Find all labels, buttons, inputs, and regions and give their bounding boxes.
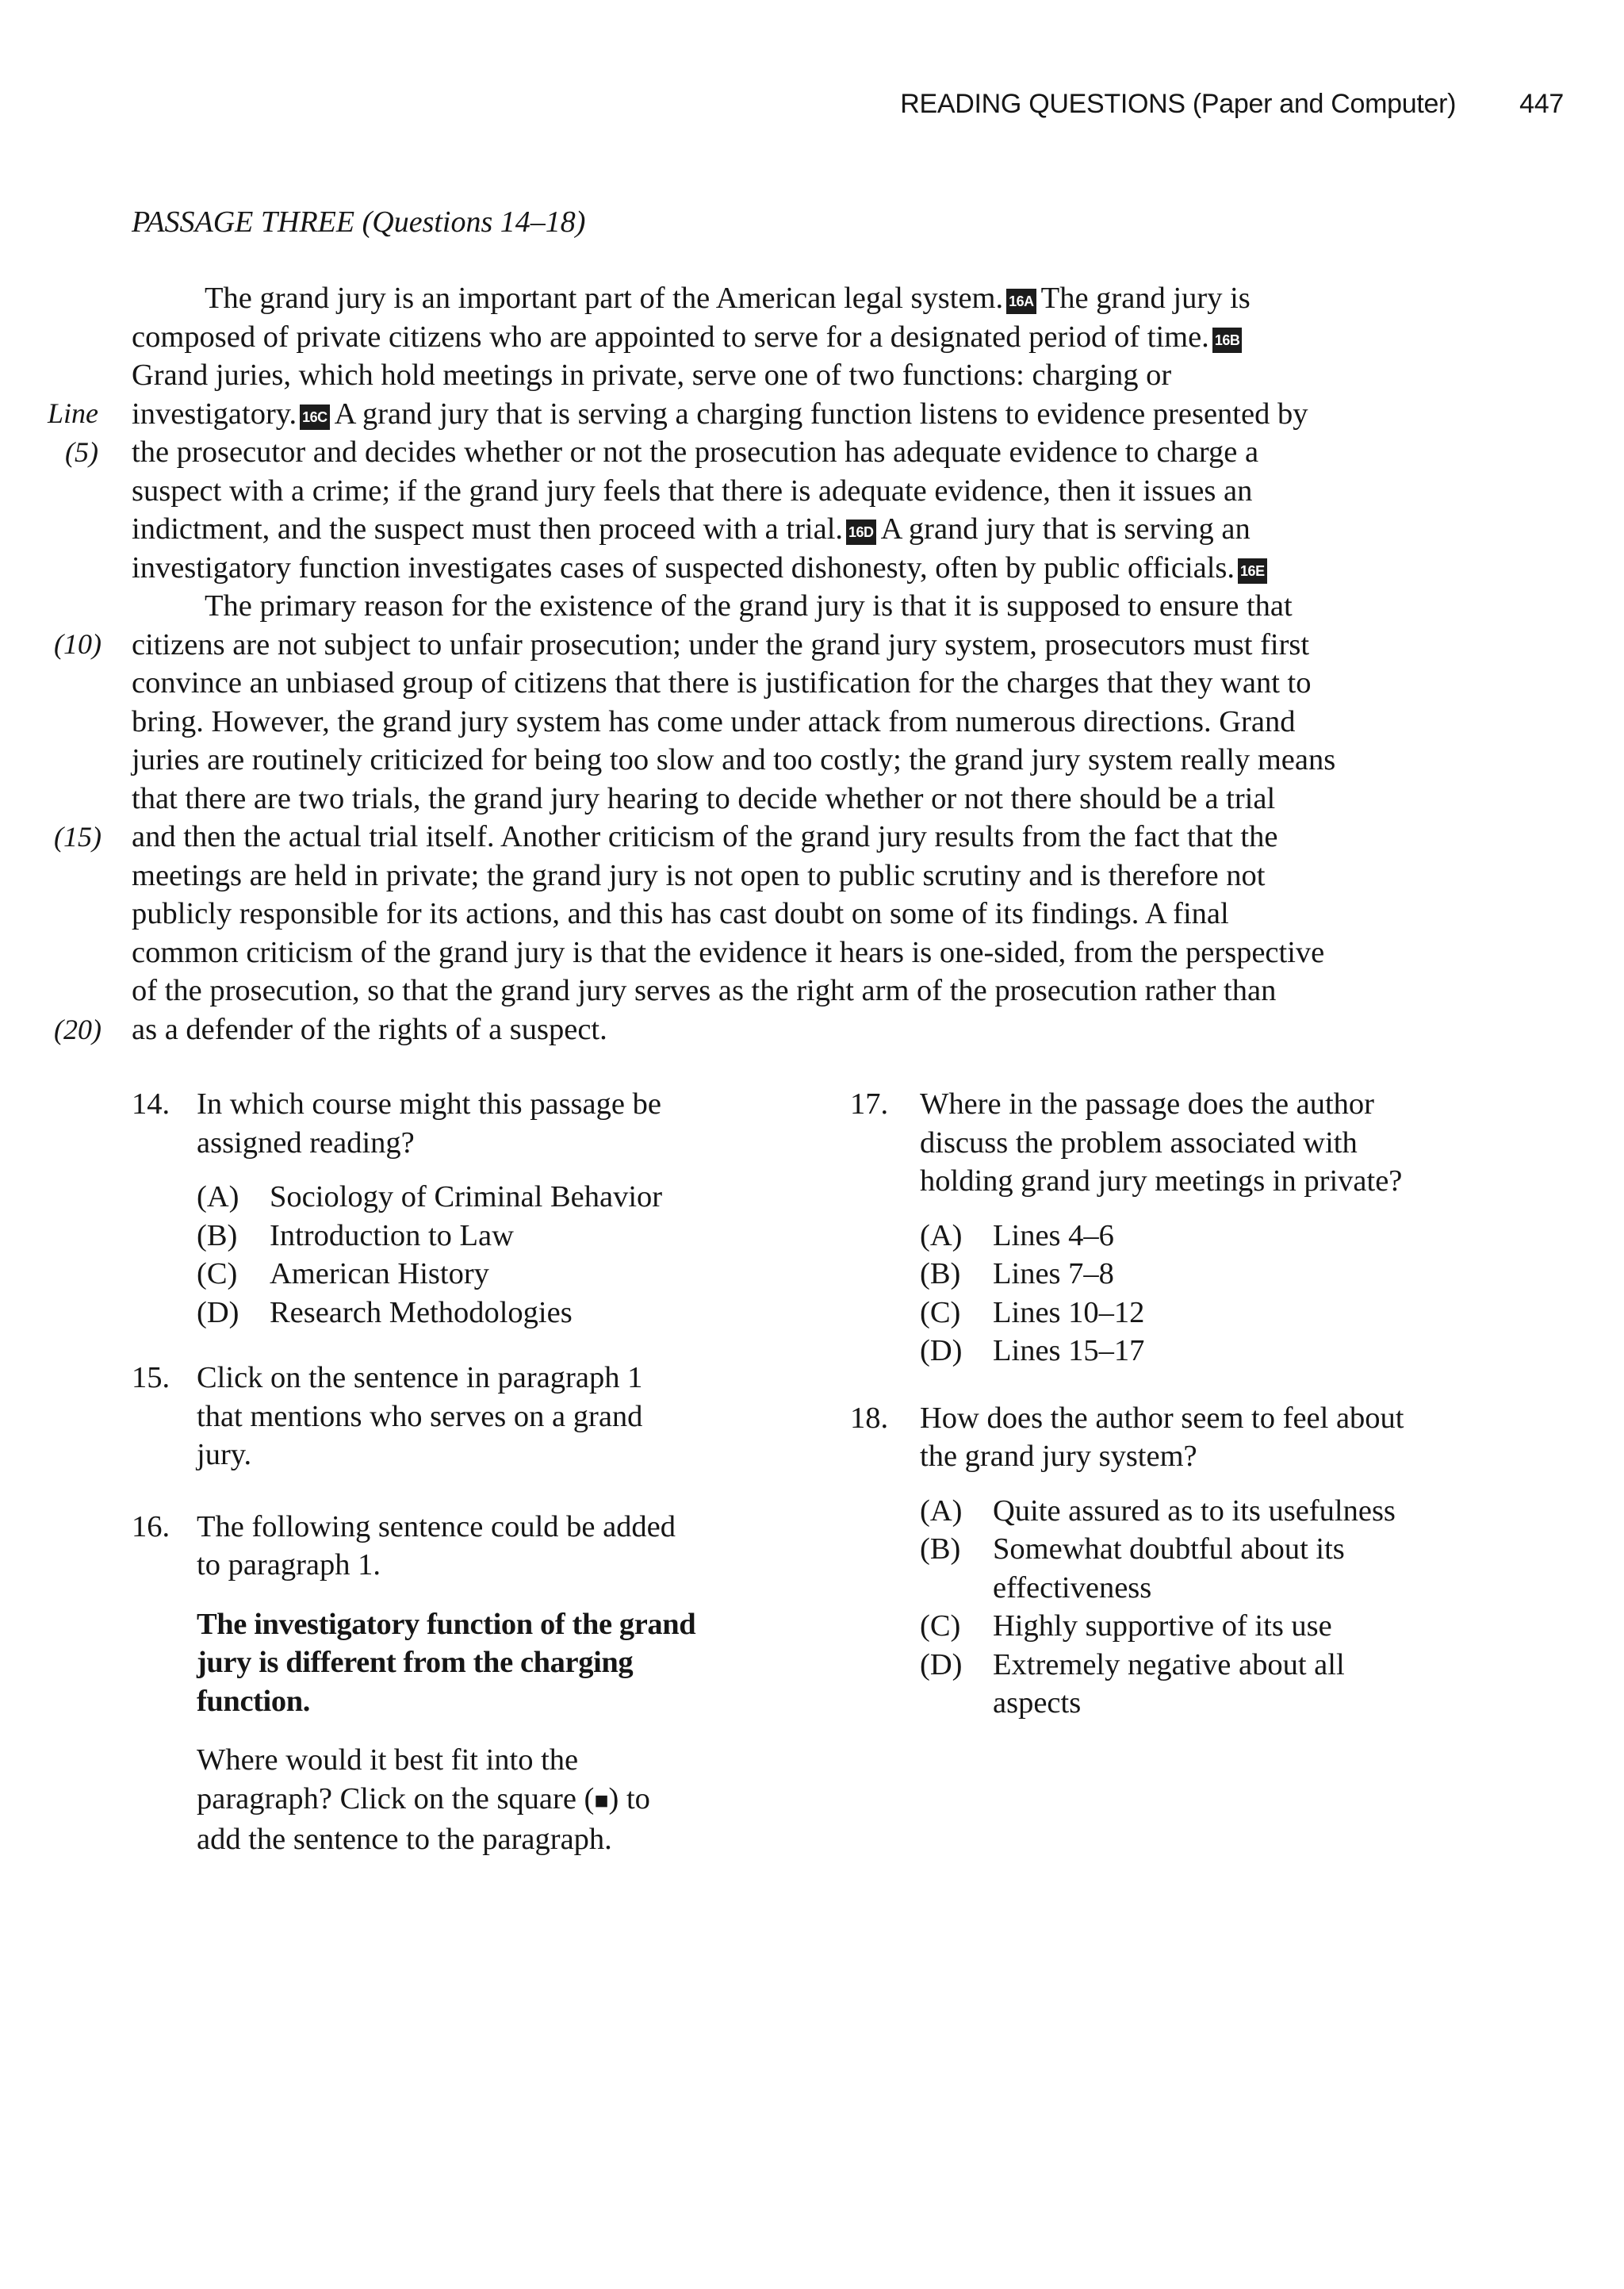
option-text: Research Methodologies [270, 1295, 573, 1329]
option-text: Sociology of Criminal Behavior [270, 1180, 663, 1214]
option-letter: (B) [920, 1532, 961, 1566]
sentence[interactable]: investigatory. [132, 397, 297, 431]
option-text: Extremely negative about all aspects [993, 1647, 1345, 1720]
insert-square-16d[interactable]: 16D [846, 520, 876, 545]
insert-square-16a[interactable]: 16A [1006, 289, 1036, 314]
question-15 [132, 1359, 782, 1474]
question-number: 17. [850, 1087, 889, 1121]
passage-line [132, 934, 1511, 972]
answer-options [920, 1492, 1532, 1723]
sentence[interactable]: Grand juries, which hold meetings in private, serve one of two functions: charging or [132, 358, 1172, 392]
option-text: Quite assured as to its usefulness [993, 1493, 1396, 1528]
option-text: American History [270, 1257, 489, 1290]
insert-square-16e[interactable]: 16E [1238, 558, 1267, 584]
sentence[interactable]: composed of private citizens who are appointed to serve for a designated period of time. [132, 320, 1209, 354]
answer-options [920, 1217, 1532, 1371]
passage-line [132, 626, 1511, 665]
sentence[interactable]: as a defender of the rights of a suspect. [132, 1012, 607, 1046]
sentence[interactable]: juries are routinely criticized for being too slow and too costly; the grand jury system really means [132, 743, 1336, 776]
question-stem: Click on the sentence in paragraph 1 that mentions who serves on a grand jury. [197, 1361, 643, 1471]
insert-sentence: The investigatory function of the grand jury is different from the charging function. [197, 1607, 696, 1718]
sentence[interactable]: bring. However, the grand jury system has come under attack from numerous directions. Grand [132, 704, 1296, 738]
instruction-text: ) to add the sentence to the paragraph. [197, 1781, 650, 1856]
passage-line [132, 472, 1511, 511]
passage-line [132, 857, 1511, 895]
option-letter: (D) [920, 1334, 963, 1367]
line-number: (15) [54, 821, 102, 853]
page-number: 447 [1519, 89, 1564, 119]
option-letter: (B) [197, 1218, 238, 1252]
question-16 [132, 1508, 782, 1859]
option-letter: (C) [920, 1609, 961, 1643]
passage-title: PASSAGE THREE (Questions 14–18) [132, 205, 586, 239]
line-number: (5) [65, 436, 98, 468]
questions-left-column [132, 1085, 782, 1859]
sentence[interactable]: the prosecutor and decides whether or not the prosecution has adequate evidence to charge a [132, 435, 1259, 469]
sentence[interactable]: and then the actual trial itself. Another criticism of the grand jury results from the fact that the [132, 820, 1278, 853]
passage-line [132, 972, 1511, 1010]
passage-line [132, 664, 1511, 703]
question-number: 15. [132, 1361, 170, 1394]
question-stem: How does the author seem to feel about the grand jury system? [920, 1401, 1404, 1473]
option-letter: (D) [920, 1647, 963, 1681]
sentence[interactable]: convince an unbiased group of citizens that there is justification for the charges that they want to [132, 666, 1312, 700]
passage-line [132, 510, 1511, 549]
sentence[interactable]: that there are two trials, the grand jury hearing to decide whether or not there should be a trial [132, 781, 1276, 815]
option-text: Lines 7–8 [993, 1257, 1114, 1290]
option-text: Somewhat doubtful about its effectiveness [993, 1532, 1345, 1605]
sentence[interactable]: suspect with a crime; if the grand jury feels that there is adequate evidence, then it issues an [132, 474, 1253, 508]
running-head [900, 89, 1564, 120]
sentence[interactable]: A grand jury that is serving a charging function listens to evidence presented by [334, 397, 1308, 431]
passage-line [132, 356, 1511, 395]
insert-square-16c[interactable]: 16C [300, 405, 330, 430]
passage-line [132, 318, 1511, 357]
question-instruction [197, 1741, 782, 1859]
running-head-title: READING QUESTIONS (Paper and Computer) [900, 89, 1457, 119]
sentence[interactable]: publicly responsible for its actions, and this has cast doubt on some of its findings. A final [132, 897, 1229, 930]
passage-line [132, 895, 1511, 934]
option-letter: (D) [197, 1295, 239, 1329]
answer-option-c[interactable] [920, 1294, 1532, 1332]
sentence[interactable]: investigatory function investigates cases of suspected dishonesty, often by public officials. [132, 550, 1235, 585]
answer-option-c[interactable] [197, 1255, 782, 1294]
answer-option-a[interactable] [920, 1217, 1532, 1256]
question-number: 18. [850, 1401, 889, 1435]
sentence[interactable]: The primary reason for the existence of the grand jury is that it is supposed to ensure that [205, 589, 1293, 623]
passage-line [132, 433, 1511, 472]
option-letter: (C) [197, 1257, 238, 1290]
answer-option-b[interactable] [920, 1255, 1532, 1294]
question-stem: In which course might this passage be assigned reading? [197, 1087, 661, 1160]
line-number: (20) [54, 1014, 102, 1045]
option-text: Lines 15–17 [993, 1334, 1145, 1367]
option-text: Lines 4–6 [993, 1218, 1114, 1252]
option-letter: (A) [920, 1493, 963, 1528]
sentence[interactable]: The grand jury is [1040, 282, 1251, 315]
passage-line [132, 780, 1511, 819]
answer-option-a[interactable] [197, 1178, 782, 1217]
passage-line [132, 703, 1511, 742]
sentence[interactable]: common criticism of the grand jury is that the evidence it hears is one-sided, from the perspective [132, 935, 1325, 969]
question-14 [132, 1085, 782, 1332]
option-letter: (A) [197, 1180, 239, 1214]
answer-option-b[interactable] [197, 1217, 782, 1256]
answer-option-a[interactable] [920, 1492, 1532, 1531]
passage-line [132, 279, 1511, 318]
answer-option-d[interactable] [920, 1646, 1532, 1723]
passage-line [132, 549, 1511, 588]
sentence[interactable]: of the prosecution, so that the grand jury serves as the right arm of the prosecution rather than [132, 974, 1277, 1007]
line-label: Line [48, 397, 99, 429]
option-letter: (C) [920, 1295, 961, 1329]
option-letter: (B) [920, 1257, 961, 1290]
questions-right-column [850, 1085, 1532, 1723]
answer-option-d[interactable] [197, 1294, 782, 1332]
sentence[interactable]: A grand jury that is serving an [880, 512, 1251, 546]
insert-square-16b[interactable]: 16B [1212, 328, 1243, 353]
question-stem: The following sentence could be added to paragraph 1. [197, 1509, 676, 1582]
instruction-text: Where would it best fit into the paragraph? Click on the square ( [197, 1743, 595, 1815]
answer-option-b[interactable] [920, 1530, 1532, 1607]
answer-option-d[interactable] [920, 1332, 1532, 1371]
question-18 [850, 1399, 1532, 1723]
square-icon: ■ [594, 1787, 609, 1814]
answer-option-c[interactable] [920, 1607, 1532, 1646]
question-number: 16. [132, 1509, 170, 1543]
question-number: 14. [132, 1087, 170, 1121]
passage-line [132, 395, 1511, 434]
option-letter: (A) [920, 1218, 963, 1252]
option-text: Highly supportive of its use [993, 1609, 1332, 1643]
line-number: (10) [54, 628, 102, 660]
answer-options [197, 1178, 782, 1332]
sentence[interactable]: citizens are not subject to unfair prosecution; under the grand jury system, prosecutors must first [132, 627, 1310, 661]
sentence[interactable]: The grand jury is an important part of the American legal system. [205, 282, 1004, 315]
passage-line [132, 741, 1511, 780]
passage-line [132, 1010, 1511, 1049]
question-stem: Where in the passage does the author discuss the problem associated with holding grand jury meetings in private? [920, 1087, 1403, 1198]
passage-line [132, 818, 1511, 857]
option-text: Lines 10–12 [993, 1295, 1145, 1329]
option-text: Introduction to Law [270, 1218, 514, 1252]
passage-body [132, 279, 1511, 1049]
question-17 [850, 1085, 1532, 1371]
sentence[interactable]: meetings are held in private; the grand jury is not open to public scrutiny and is therefore not [132, 858, 1266, 892]
sentence[interactable]: indictment, and the suspect must then proceed with a trial. [132, 512, 844, 546]
passage-line [132, 587, 1511, 626]
